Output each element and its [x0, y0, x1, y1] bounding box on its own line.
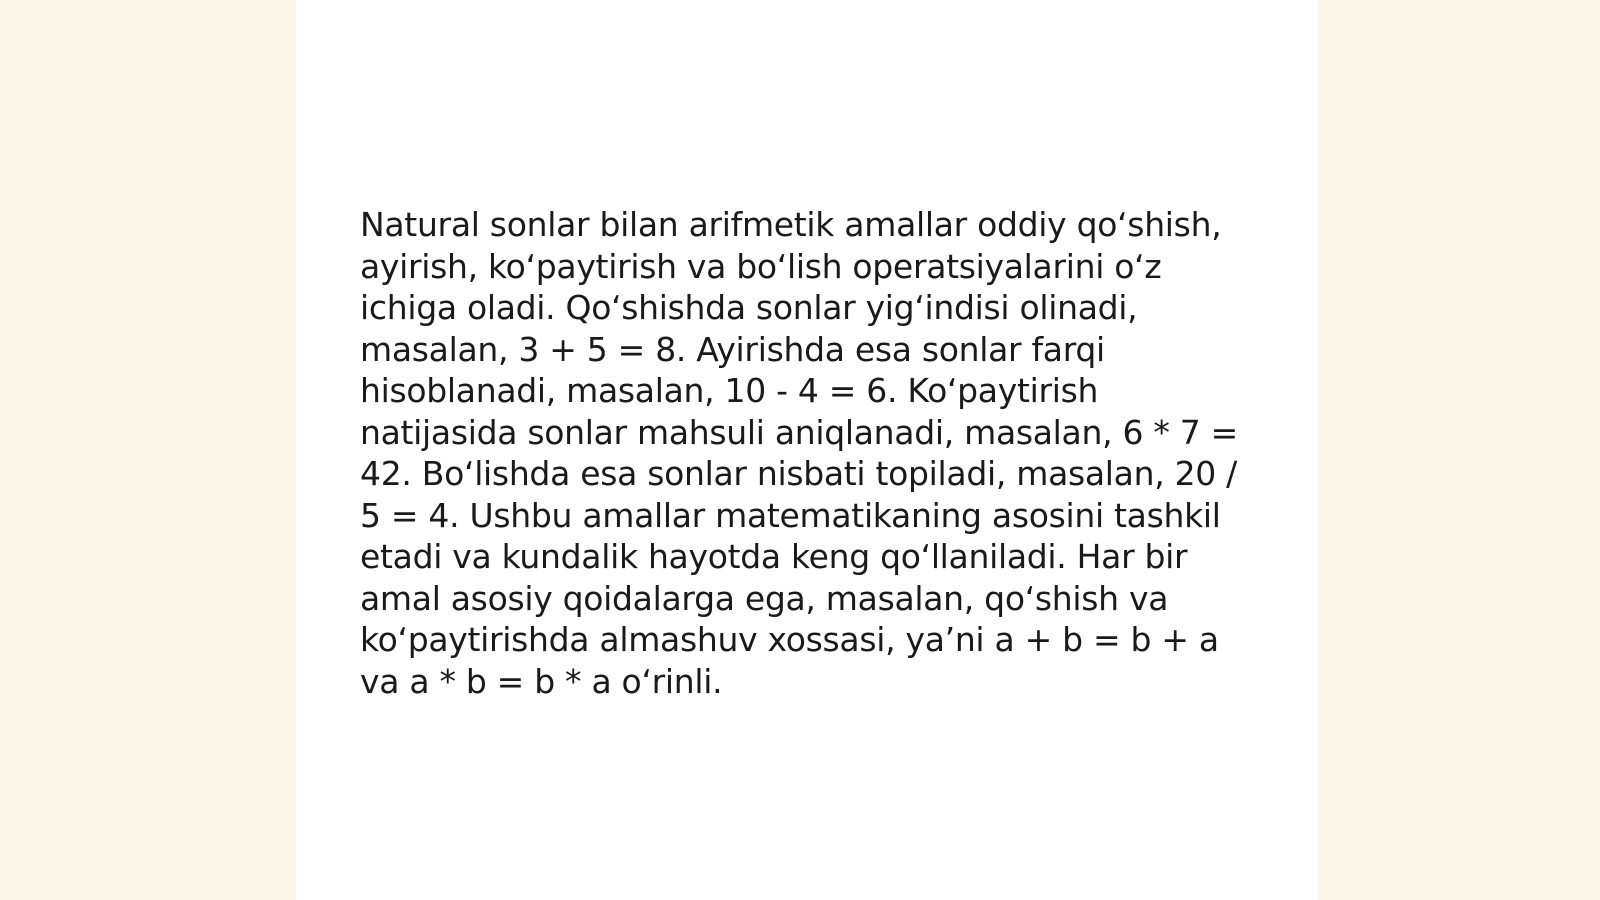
- slide-page: [296, 0, 1318, 900]
- left-margin-panel: [0, 0, 296, 900]
- right-margin-panel: [1318, 0, 1600, 900]
- slide-body-text: Natural sonlar bilan arifmetik amallar oddiy qo‘shish, ayirish, ko‘paytirish va bo‘lish operatsiyalarini o‘z ichiga oladi. Qo‘shishda sonlar yig‘indisi olinadi, masalan, 3 + 5 = 8. Ayirishda esa sonlar farqi hisoblanadi, masalan, 10 - 4 = 6. Ko‘paytirish natijasida sonlar mahsuli aniqlanadi, masalan, 6 * 7 = 42. Bo‘lishda esa sonlar nisbati topiladi, masalan, 20 / 5 = 4. Ushbu amallar matematikaning asosini tashkil etadi va kundalik hayotda keng qo‘llaniladi. Har bir amal asosiy qoidalarga ega, masalan, qo‘shish va ko‘paytirishda almashuv xossasi, ya’ni a + b = b + a va a * b = b * a o‘rinli.: [360, 205, 1238, 701]
